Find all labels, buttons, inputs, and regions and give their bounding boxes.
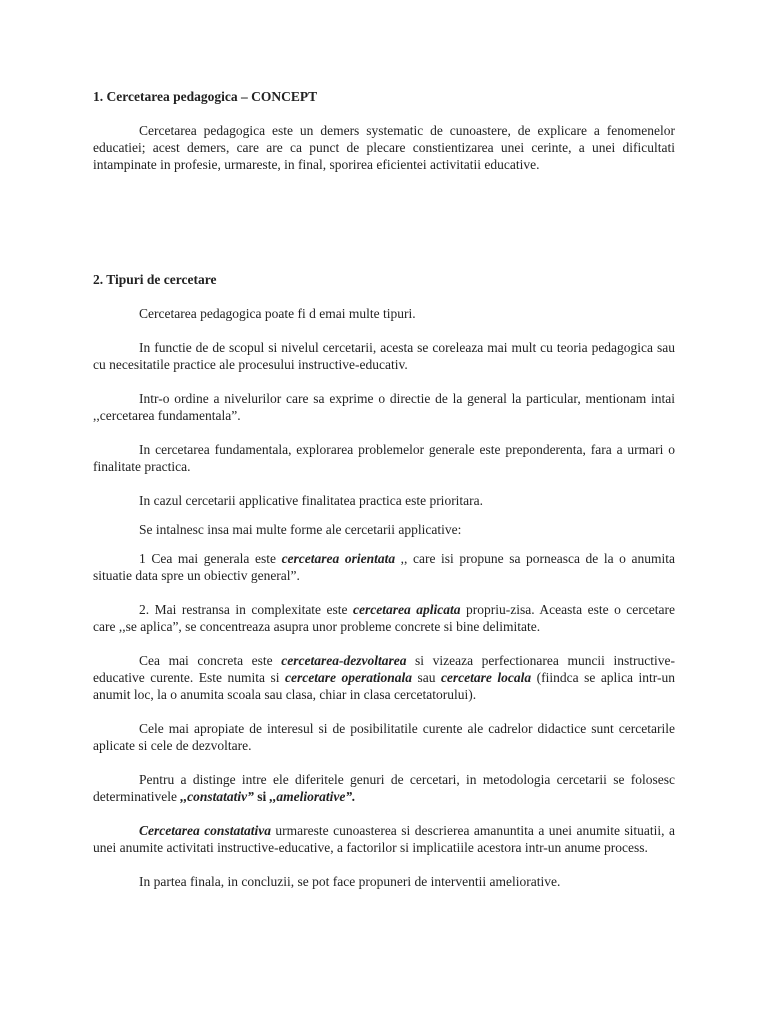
- paragraph-development-research: [93, 652, 675, 703]
- text-segment: Cea mai concreta este: [139, 653, 282, 668]
- paragraph-applicative: In cazul cercetarii applicative finalitatea practica este prioritara.: [139, 493, 484, 508]
- text-segment: si vizeaza perfectionarea muncii instructive-educative curente. Este numita si: [93, 653, 675, 685]
- term-ameliorative: ,,ameliorative”.: [269, 789, 356, 804]
- paragraph-conclusions: In partea finala, in concluzii, se pot face propuneri de interventii ameliorative.: [139, 874, 561, 889]
- section-1-paragraph: Cercetarea pedagogica este un demers systematic de cunoastere, de explicare a fenomenelor educatiei; acest demers, care are ca punct de plecare constientizarea unei cerinte, a unei dificultati intampinate in profesie, urmareste, in final, sporirea eficientei activitatii educative.: [93, 123, 675, 172]
- paragraph-purpose: In functie de de scopul si nivelul cercetarii, acesta se coreleaza mai mult cu teoria pedagogica sau cu necesitatile practice ale procesului instructive-educativ.: [93, 340, 675, 372]
- text-segment: propriu-zisa. Aceasta este o cercetare care ,,se aplica”, se concentreaza asupra unor probleme concrete si bine delimitate.: [93, 602, 676, 634]
- paragraph-fundamental: In cercetarea fundamentala, explorarea problemelor generale este preponderenta, fara a urmari o finalitate practica.: [93, 442, 675, 474]
- text-segment: (fiindca se aplica intr-un anumit loc, la o anumita scoala sau clasa, chiar in clasa cercetatorului).: [93, 670, 676, 702]
- paragraph-closest-interest: Cele mai apropiate de interesul si de posibilitatile curente ale cadrelor didactice sunt cercetarile aplicate si cele de dezvoltare.: [93, 721, 675, 753]
- text-segment: Pentru a distinge intre ele diferitele genuri de cercetari, in metodologia cercetarii se folosesc determinativele: [93, 772, 675, 804]
- paragraph-determinatives: [93, 771, 675, 805]
- document-page: [93, 88, 675, 890]
- section-2-title: 2. Tipuri de cercetare: [93, 272, 217, 287]
- paragraph-types-intro: Cercetarea pedagogica poate fi d emai multe tipuri.: [139, 306, 416, 321]
- paragraph-constatative-research: [93, 822, 675, 856]
- term-cercetarea-aplicata: cercetarea aplicata: [353, 602, 461, 617]
- text-segment: sau: [411, 670, 441, 685]
- term-cercetarea-dezvoltarea: cercetarea-dezvoltarea: [281, 653, 407, 668]
- paragraph-oriented-research: [93, 550, 675, 584]
- paragraph-levels: Intr-o ordine a nivelurilor care sa exprime o directie de la general la particular, mentionam intai ,,cercetarea fundamentala”.: [93, 391, 675, 423]
- paragraph-forms: Se intalnesc insa mai multe forme ale cercetarii applicative:: [139, 522, 462, 537]
- term-cercetarea-constatativa: Cercetarea constatativa: [139, 823, 271, 838]
- section-1-title: 1. Cercetarea pedagogica – CONCEPT: [93, 89, 318, 104]
- text-segment: ,, care isi propune sa porneasca de la o anumita situatie data spre un obiectiv general”.: [93, 551, 675, 583]
- term-constatativ: ,,constatativ”: [180, 789, 254, 804]
- term-cercetarea-orientata: cercetarea orientata: [281, 551, 396, 566]
- term-cercetare-locala: cercetare locala: [440, 670, 532, 685]
- paragraph-applied-research: [93, 601, 675, 635]
- text-segment: si: [253, 789, 270, 804]
- text-segment: urmareste cunoasterea si descrierea amanuntita a unei anumite situatii, a unei anumite activitati instructive-educative, a factorilor si implicatiile acestora intr-un anume process.: [93, 823, 675, 855]
- text-segment: 2. Mai restransa in complexitate este: [139, 602, 354, 617]
- term-cercetare-operationala: cercetare operationala: [285, 670, 412, 685]
- text-segment: 1 Cea mai generala este: [139, 551, 282, 566]
